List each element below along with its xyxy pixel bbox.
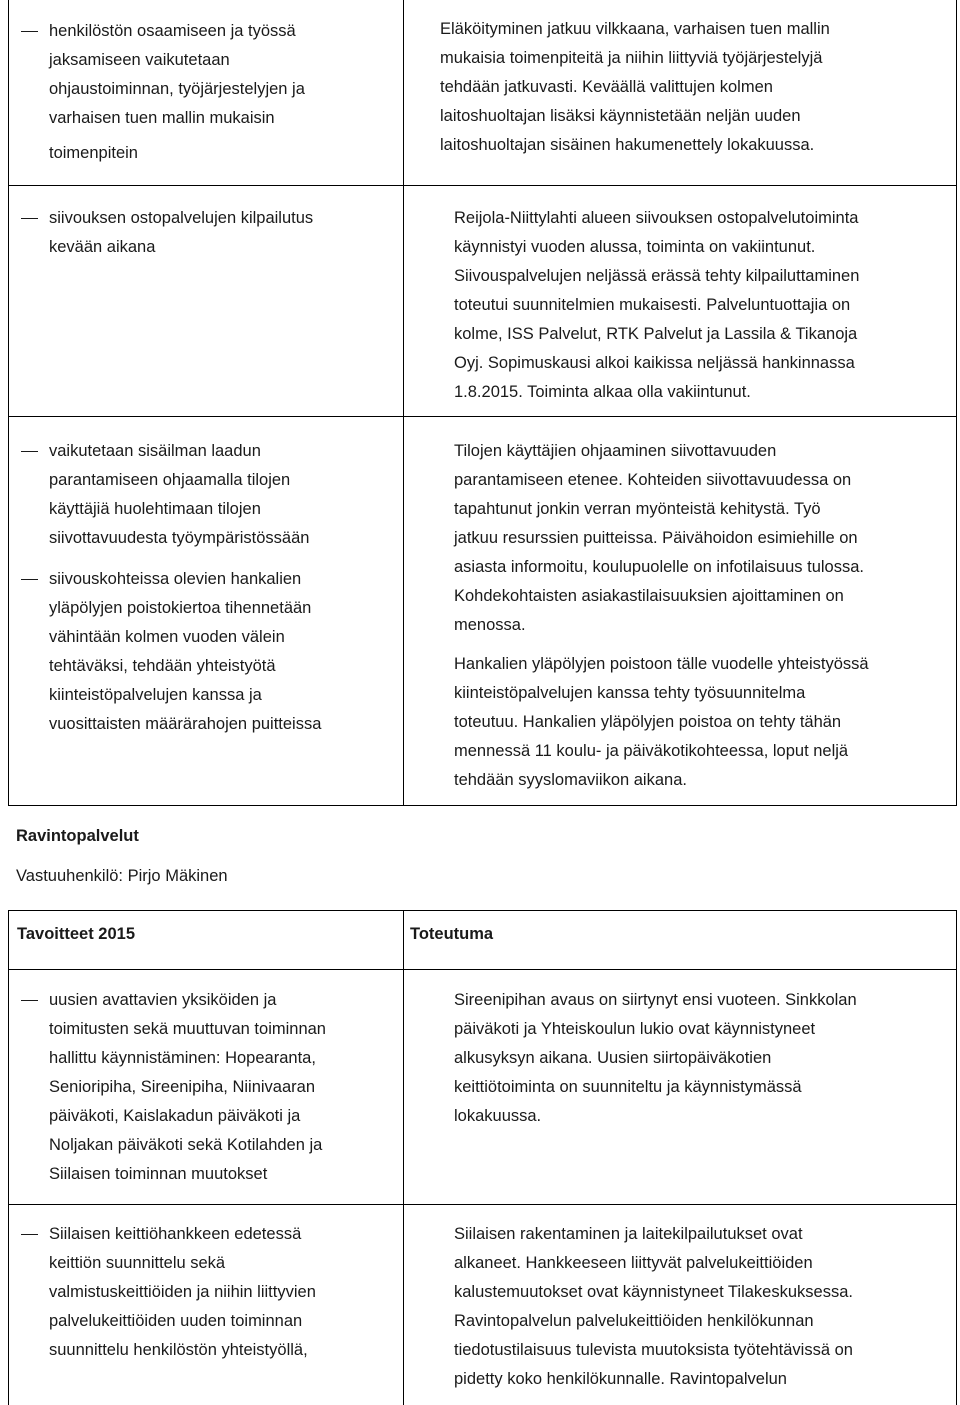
dash-bullet-icon xyxy=(21,17,49,168)
table-row xyxy=(9,1205,956,1405)
dash-bullet-icon xyxy=(21,204,49,262)
result-cell: Siilaisen rakentaminen ja laitekilpailutukset ovat alkaneet. Hankkeeseen liittyvät palvelukeittiöiden kalustemuutokset ovat käynnistyneet Tilakeskuksessa. Ravintopalvelun palvelukeittiöiden henkilökunnan tiedotustilaisuus tulevista muutoksista työtehtävissä on pidetty koko henkilökunnalle. Ravintopalvelun xyxy=(454,1225,853,1388)
list-item: henkilöstön osaamiseen ja työssä jaksamiseen vaikutetaan ohjaustoiminnan, työjärjestelyjen ja varhaisen tuen mallin mukaisin toimenpitein xyxy=(21,17,393,168)
result-cell: Reijola-Niittylahti alueen siivouksen ostopalvelutoiminta käynnistyi vuoden alussa, toiminta on vakiintunut. Siivouspalvelujen neljässä erässä tehty kilpailuttaminen toteutui suunnitelmien mukaisesti. Palveluntuottajia on kolme, ISS Palvelut, RTK Palvelut ja Lassila & Tikanoja Oyj. Sopimuskausi alkoi kaikissa neljässä hankinnassa 1.8.2015. Toiminta alkaa olla vakiintunut. xyxy=(454,209,860,401)
list-item: Siilaisen keittiöhankkeen edetessä keittiön suunnittelu sekä valmistuskeittiöiden ja niihin liittyvien palvelukeittiöiden uuden toiminnan suunnittelu henkilöstön yhteistyöllä, xyxy=(21,1220,393,1365)
column-header-results: Toteutuma xyxy=(410,925,494,943)
dash-bullet-icon xyxy=(21,565,49,739)
section-header xyxy=(16,822,228,891)
goal-cell xyxy=(9,417,404,805)
goal-cell xyxy=(9,970,404,1204)
dash-bullet-icon xyxy=(21,437,49,553)
section-title: Ravintopalvelut xyxy=(16,827,139,845)
table-row xyxy=(9,970,956,1205)
dash-bullet-icon xyxy=(21,986,49,1189)
list-item: siivouksen ostopalvelujen kilpailutus kevään aikana xyxy=(21,204,393,262)
result-cell: Sireenipihan avaus on siirtynyt ensi vuoteen. Sinkkolan päiväkoti ja Yhteiskoulun lukio ovat käynnistyneet alkusyksyn aikana. Uusien siirtopäiväkotien keittiötoiminta on suunniteltu ja käynnistymässä lokakuussa. xyxy=(454,991,857,1125)
goal-cell xyxy=(9,186,404,416)
column-header-goals: Tavoitteet 2015 xyxy=(17,925,135,943)
table-row xyxy=(9,0,956,186)
responsible-person: Vastuuhenkilö: Pirjo Mäkinen xyxy=(16,867,228,885)
table-header-row xyxy=(9,910,956,970)
goals-table-cleaning xyxy=(8,0,957,806)
list-item: uusien avattavien yksiköiden ja toimitusten sekä muuttuvan toiminnan hallittu käynnistäminen: Hopearanta, Senioripiha, Sireenipiha, Niinivaaran päiväkoti, Kaislakadun päiväkoti ja Noljakan päiväkoti sekä Kotilahden ja Siilaisen toiminnan muutokset xyxy=(21,986,393,1189)
goal-cell xyxy=(9,0,404,185)
result-cell: Eläköityminen jatkuu vilkkaana, varhaisen tuen mallin mukaisia toimenpiteitä ja niihin liittyviä työjärjestelyjä tehdään jatkuvasti. Keväällä valittujen kolmen laitoshuoltajan lisäksi käynnistetään neljän uuden laitoshuoltajan sisäinen hakumenettely lokakuussa. xyxy=(440,20,830,154)
goals-table-food-services xyxy=(8,910,957,1405)
dash-bullet-icon xyxy=(21,1220,49,1365)
result-cell: Tilojen käyttäjien ohjaaminen siivottavuuden parantamiseen etenee. Kohteiden siivottavuudessa on tapahtunut jonkin verran myönteistä kehitystä. Työ jatkuu resurssien puitteissa. Päivähoidon esimiehille on asiasta informoitu, koulupuolelle on infotilaisuus tulossa. Kohdekohtaisten asiakastilaisuuksien ajoittaminen on menossa. Hankalien yläpölyjen poistoon tälle vuodelle yhteistyössä kiinteistöpalvelujen kanssa tehty työsuunnitelma toteutuu. Hankalien yläpölyjen poistoa on tehty tähän mennessä 11 koulu- ja päiväkotikohteessa, loput neljä tehdään syyslomaviikon aikana. xyxy=(454,442,869,789)
table-row xyxy=(9,417,956,806)
list-item: vaikutetaan sisäilman laadun parantamiseen ohjaamalla tilojen käyttäjiä huolehtimaan tilojen siivottavuudesta työympäristössään xyxy=(21,437,393,553)
table-row xyxy=(9,186,956,417)
list-item: siivouskohteissa olevien hankalien yläpölyjen poistokiertoa tihennetään vähintään kolmen vuoden välein tehtäväksi, tehdään yhteistyötä kiinteistöpalvelujen kanssa ja vuosittaisten määrärahojen puitteissa xyxy=(21,565,393,739)
goal-cell xyxy=(9,1205,404,1405)
